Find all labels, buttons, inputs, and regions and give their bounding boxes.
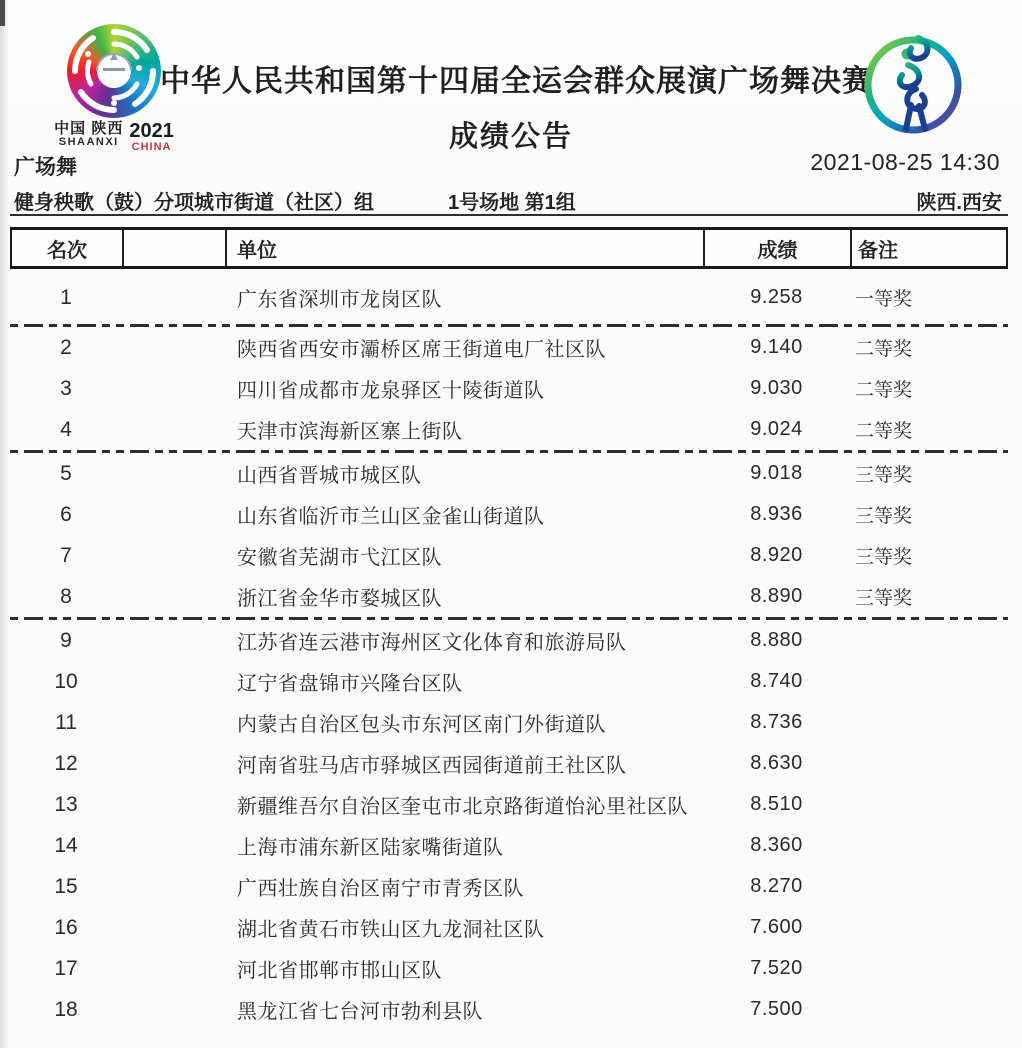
unit-cell: 新疆维吾尔自治区奎屯市北京路街道怡沁里社区队 [237,796,688,818]
table-row [10,702,1008,743]
table-row [10,784,1008,825]
unit-cell: 湖北省黄石市铁山区九龙洞社区队 [237,919,545,941]
square-dance-pictogram-icon [858,28,968,138]
rank-cell: 12 [54,751,78,775]
rank-cell: 17 [54,956,78,980]
table-row [10,453,1008,494]
table-row [10,409,1008,450]
table-row [10,535,1008,576]
unit-cell: 安徽省芜湖市弋江区队 [237,547,442,569]
unit-cell: 浙江省金华市婺城区队 [237,588,442,610]
table-row [10,576,1008,617]
score-cell: 9.024 [750,418,803,440]
col-header-remark: 备注 [850,230,1006,266]
rank-cell: 6 [60,502,72,526]
event-label: 广场舞 [14,156,77,179]
remark-cell: 三等奖 [855,465,913,486]
table-row [10,866,1008,907]
score-cell: 9.018 [750,462,803,484]
table-row [10,661,1008,702]
score-cell: 9.030 [750,377,803,399]
score-cell: 7.520 [750,957,803,979]
score-cell: 8.890 [750,585,803,607]
remark-cell: 三等奖 [855,506,913,527]
rank-cell: 13 [54,792,78,816]
col-header-score: 成绩 [703,230,850,266]
unit-cell: 山东省临沂市兰山区金雀山街道队 [237,506,545,528]
unit-cell: 江苏省连云港市海州区文化体育和旅游局队 [237,632,627,654]
score-cell: 8.510 [750,793,803,815]
table-row [10,368,1008,409]
table-row [10,825,1008,866]
unit-cell: 河南省驻马店市驿城区西园街道前王社区队 [237,755,627,777]
results-table-body [10,271,1008,1030]
scan-edge-shadow [0,0,8,1048]
score-cell: 7.500 [750,998,803,1020]
score-cell: 7.600 [750,916,803,938]
award-section-second-prize [10,327,1008,450]
table-row [10,989,1008,1030]
score-cell: 8.736 [750,711,803,733]
section-no-award [10,620,1008,1030]
games-emblem-icon [67,24,161,118]
unit-cell: 黑龙江省七台河市勃利县队 [237,1001,483,1023]
remark-cell: 三等奖 [855,588,913,609]
score-cell: 8.936 [750,503,803,525]
table-row [10,620,1008,661]
unit-cell: 河北省邯郸市邯山区队 [237,960,442,982]
table-row [10,907,1008,948]
scan-corner-artifact [0,0,5,26]
emblem-year: 2021 [129,120,174,142]
score-cell: 8.920 [750,544,803,566]
remark-cell: 三等奖 [855,547,913,568]
rank-cell: 11 [55,710,77,734]
table-row [10,271,1008,324]
rank-cell: 9 [60,628,72,652]
table-row [10,494,1008,535]
page-title: 中华人民共和国第十四届全运会群众展演广场舞决赛 [160,65,873,98]
unit-cell: 广东省深圳市龙岗区队 [237,289,442,311]
rank-cell: 14 [54,833,78,857]
session-group: 健身秧歌（鼓）分项城市街道（社区）组 [14,192,374,214]
unit-cell: 广西壮族自治区南宁市青秀区队 [237,878,524,900]
emblem-region-cn: 中国 陕西 [54,120,124,137]
score-cell: 8.270 [750,875,803,897]
award-section-third-prize [10,453,1008,617]
unit-cell: 四川省成都市龙泉驿区十陵街道队 [237,380,545,402]
document-header [160,56,873,155]
score-cell: 8.630 [750,752,803,774]
unit-cell: 辽宁省盘锦市兴隆台区队 [237,673,463,695]
header-divider [10,214,1008,216]
session-info-line [0,186,1022,212]
rank-cell: 8 [60,584,72,608]
rank-cell: 15 [54,874,78,898]
emblem-country-en: CHINA [131,141,172,153]
remark-cell: 二等奖 [855,339,913,360]
rank-cell: 1 [60,285,72,309]
col-header-rank: 名次 [47,239,87,262]
award-section-first-prize [10,271,1008,324]
unit-cell: 陕西省西安市灞桥区席王街道电厂社区队 [237,339,606,361]
unit-cell: 山西省晋城市城区队 [237,465,422,487]
unit-cell: 内蒙古自治区包头市东河区南门外街道队 [237,714,606,736]
session-venue: 1号场地 第1组 [448,192,576,214]
session-location: 陕西.西安 [916,192,1002,214]
emblem-region-en: SHAANXI [58,135,119,148]
score-cell: 9.140 [750,336,803,358]
rank-cell: 18 [54,997,78,1021]
unit-cell: 上海市浦东新区陆家嘴街道队 [237,837,504,859]
table-header-row [10,227,1008,269]
unit-cell: 天津市滨海新区寨上街队 [237,421,463,443]
rank-cell: 2 [60,335,72,359]
remark-cell: 二等奖 [855,380,913,401]
page-subtitle: 成绩公告 [448,121,573,153]
col-header-spacer [122,230,225,266]
score-cell: 9.258 [750,286,803,308]
rank-cell: 5 [60,461,72,485]
col-header-unit: 单位 [225,230,703,266]
rank-cell: 4 [60,417,72,441]
score-cell: 8.360 [750,834,803,856]
rank-cell: 16 [54,915,78,939]
rank-cell: 10 [54,669,78,693]
score-cell: 8.880 [750,629,803,651]
table-row [10,327,1008,368]
rank-cell: 3 [60,376,72,400]
datetime: 2021-08-25 14:30 [810,149,1000,175]
table-row [10,743,1008,784]
remark-cell: 一等奖 [855,289,913,310]
score-cell: 8.740 [750,670,803,692]
table-row [10,948,1008,989]
rank-cell: 7 [60,543,72,567]
remark-cell: 二等奖 [855,421,913,442]
